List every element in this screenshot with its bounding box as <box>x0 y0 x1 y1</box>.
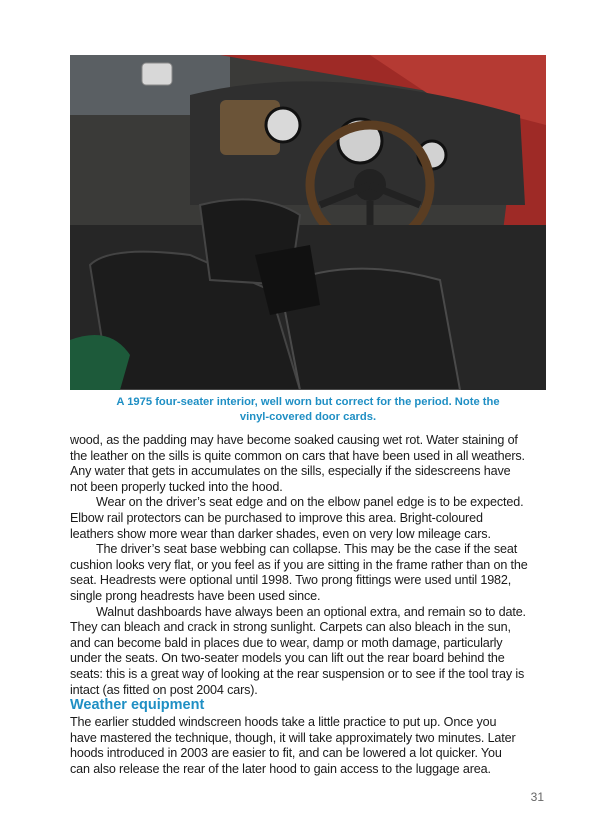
caption-line: A 1975 four-seater interior, well worn but correct for the period. Note the <box>116 396 500 408</box>
body-line: can also release the rear of the later hood to gain access to the luggage area. <box>70 761 491 776</box>
page-number: 31 <box>530 790 544 804</box>
body-line: single prong headrests have been used since. <box>70 588 321 603</box>
body-line: hoods introduced in 2003 are easier to fit, and can be lowered a lot quicker. You <box>70 746 502 761</box>
body-line: seats: this is a great way of looking at the rear suspension or to see if the tool tray is <box>70 666 525 681</box>
body-line: The earlier studded windscreen hoods take a little practice to put up. Once you <box>70 715 497 729</box>
article-body <box>70 433 546 698</box>
body-line: cushion looks very flat, or you feel as if you are sitting in the frame rather than on the <box>70 557 528 572</box>
body-line: have mastered the technique, though, it will take approximately two minutes. Later <box>70 730 516 745</box>
weather-section-body <box>70 715 546 777</box>
body-line: Elbow rail protectors can be purchased to improve this area. Bright-coloured <box>70 510 483 525</box>
body-line: Walnut dashboards have always been an optional extra, and remain so to date. <box>96 604 526 619</box>
car-interior-photo <box>70 55 546 390</box>
body-line: The driver’s seat base webbing can collapse. This may be the case if the seat <box>96 542 518 557</box>
section-heading: Weather equipment <box>70 697 205 713</box>
body-line: Any water that gets in accumulates on the sills, especially if the sidescreens have <box>70 464 511 479</box>
body-line: not been properly tucked into the hood. <box>70 479 283 494</box>
body-line: seat. Headrests were optional until 1998. Two prong fittings were used until 1982, <box>70 573 512 588</box>
body-line: and can become bald in places due to wear, damp or moth damage, particularly <box>70 635 503 650</box>
body-line: wood, as the padding may have become soaked causing wet rot. Water staining of <box>70 433 518 447</box>
body-line: Wear on the driver’s seat edge and on the elbow panel edge is to be expected. <box>96 495 524 510</box>
body-line: under the seats. On two-seater models you can lift out the rear board behind the <box>70 651 505 666</box>
body-line: intact (as fitted on post 2004 cars). <box>70 682 258 697</box>
body-line: They can bleach and crack in strong sunlight. Carpets can also bleach in the sun, <box>70 620 511 635</box>
body-line: the leather on the sills is quite common on cars that have been used in all weathers. <box>70 448 525 463</box>
car-interior-illustration <box>70 55 546 390</box>
photo-caption <box>70 395 546 425</box>
caption-line: vinyl-covered door cards. <box>239 411 377 423</box>
body-line: leathers show more wear than darker shades, even on very low mileage cars. <box>70 526 491 541</box>
